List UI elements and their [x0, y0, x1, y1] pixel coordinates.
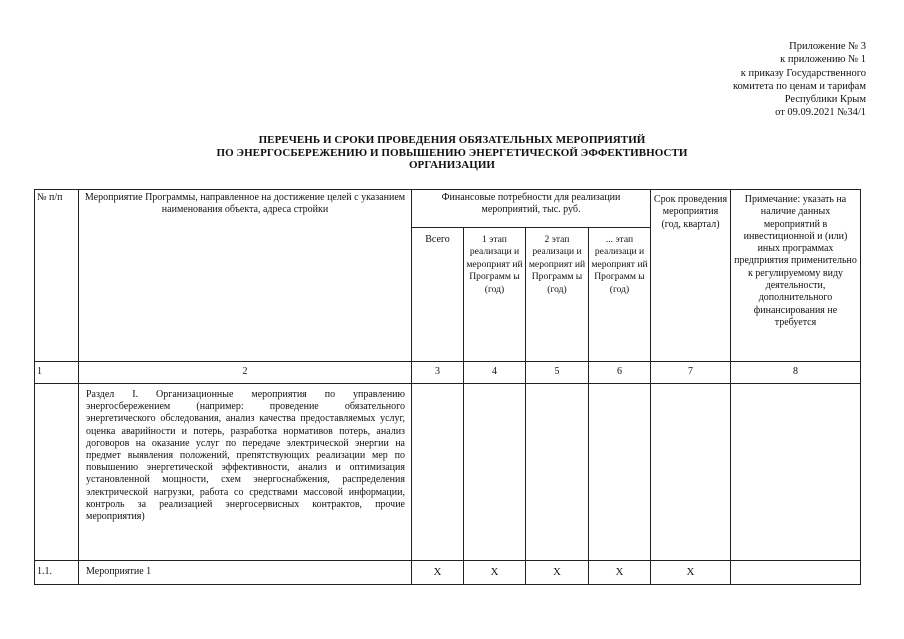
row-mark: X [464, 561, 526, 585]
header-total: Всего [412, 228, 464, 362]
header-stage-n: ... этап реализаци и мероприят ий Программ ы (год) [589, 228, 651, 362]
empty-cell [412, 384, 464, 561]
header-note: Примечание: указать на наличие данных мероприятий в инвестиционной и (или) иных программах предприятия применительно к регулируемому виду деятельности, дополнительного финансирования не требуется [731, 190, 861, 362]
appendix-line: к приложению № 1 [780, 54, 866, 66]
appendix-line: Республики Крым [784, 94, 866, 106]
appendix-line: Приложение № 3 [789, 41, 866, 52]
title-line: ПЕРЕЧЕНЬ И СРОКИ ПРОВЕДЕНИЯ ОБЯЗАТЕЛЬНЫХ МЕРОПРИЯТИЙ [258, 134, 646, 146]
column-number: 2 [79, 362, 412, 384]
measures-table [34, 189, 861, 585]
row-number: 1.1. [35, 561, 79, 585]
title-line: ОРГАНИЗАЦИИ [408, 159, 496, 171]
column-number: 3 [412, 362, 464, 384]
header-term: Срок проведения мероприятия (год, квартал) [651, 190, 731, 362]
document-title [90, 134, 814, 172]
appendix-line: от 09.09.2021 №34/1 [775, 107, 866, 119]
empty-cell [464, 384, 526, 561]
empty-cell [589, 384, 651, 561]
row-mark: X [412, 561, 464, 585]
column-number: 6 [589, 362, 651, 384]
row-mark: X [589, 561, 651, 585]
header-measure: Мероприятие Программы, направленное на достижение целей с указанием наименования объекта, адреса стройки [79, 190, 412, 362]
row-mark: X [526, 561, 589, 585]
header-stage-1: 1 этап реализаци и мероприят ий Программ ы (год) [464, 228, 526, 362]
empty-cell [731, 384, 861, 561]
title-line: ПО ЭНЕРГОСБЕРЕЖЕНИЮ И ПОВЫШЕНИЮ ЭНЕРГЕТИЧЕСКОЙ ЭФФЕКТИВНОСТИ [216, 146, 688, 159]
section-num-cell [35, 384, 79, 561]
empty-cell [731, 561, 861, 585]
column-number: 4 [464, 362, 526, 384]
row-mark: X [651, 561, 731, 585]
column-number: 1 [35, 362, 79, 384]
column-number: 7 [651, 362, 731, 384]
header-finance: Финансовые потребности для реализации мероприятий, тыс. руб. [412, 190, 651, 228]
empty-cell [651, 384, 731, 561]
appendix-line: к приказу Государственного [740, 67, 866, 79]
appendix-block [646, 40, 866, 120]
row-measure-name: Мероприятие 1 [79, 561, 412, 585]
header-num: № п/п [35, 190, 79, 362]
section-description: Раздел I. Организационные мероприятия по управлению энергосбережением (например: проведение обязательного энергетического обследования, анализ качества предоставляемых услуг, оценка аварийности и потерь, разработка нормативов потерь, анализ договоров на оказание услуг по передаче электрической энергии на предмет выявления положений, препятствующих реализации мер по повышению энергетической эффективности, анализ и оптимизация установленной мощности, схем энергоснабжения, распределения электрической нагрузки, работа со средствами массовой информации, контроль за реализацией энергосервисных контрактов, прочие мероприятия) [79, 384, 412, 561]
column-number: 8 [731, 362, 861, 384]
appendix-line: комитета по ценам и тарифам [732, 80, 866, 92]
header-stage-2: 2 этап реализаци и мероприят ий Программ ы (год) [526, 228, 589, 362]
column-number: 5 [526, 362, 589, 384]
empty-cell [526, 384, 589, 561]
